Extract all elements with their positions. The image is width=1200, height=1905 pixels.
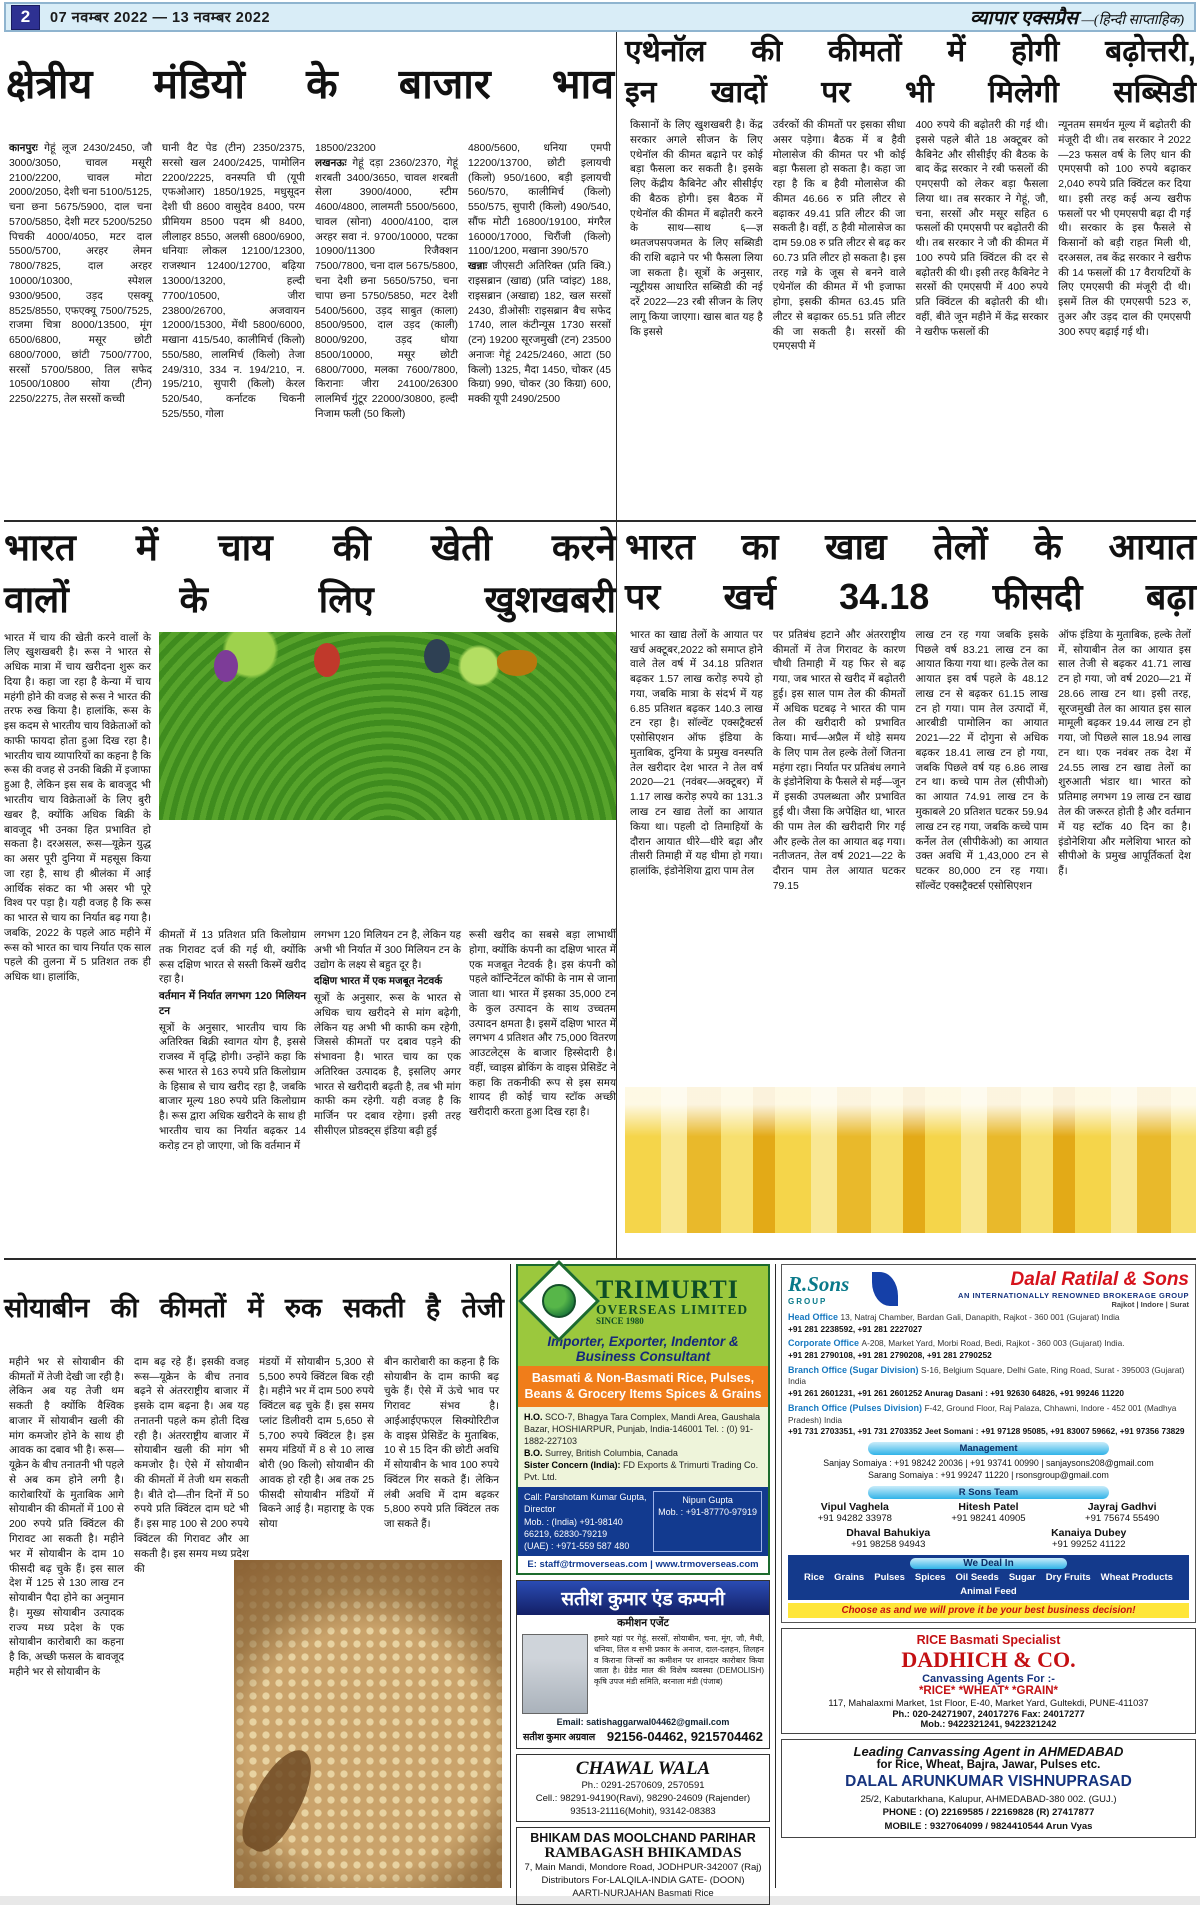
- sister-label: Sister Concern (India):: [524, 1460, 621, 1471]
- deal-item: Wheat Products: [1100, 1571, 1173, 1583]
- market-rates-article: [4, 32, 616, 520]
- dadhich-specialist: RICE Basmati Specialist: [916, 1632, 1061, 1647]
- market-rates-columns: [4, 142, 616, 520]
- tea-body: [4, 626, 616, 1258]
- trimurti-logo-icon: [518, 1260, 600, 1342]
- portrait-photo: [522, 1634, 588, 1714]
- page-header: [4, 2, 1196, 32]
- tea-column-3: [314, 929, 461, 1258]
- trimurti-name-line2: OVERSEAS LIMITED: [596, 1301, 749, 1317]
- rates-text-4b: जीएसटी अतिरिक्त (प्रति क्वि.) राइसब्रान (खाद्य) (प्रति प्वांइट) 188, राइसब्रान (अखाद्य) 182, खल सरसों 2430, डीओसीः राइसब्रान बैच सफेद 1740, लाल कंटीन्यूस 1730 सरसों (टन) 19200 सूरजमुखी (टन) 23500 अनाजः गेहूं 2425/2460, आटा (50 किलो) 1325, मैदा 1450, चोकर (45 किग्रा) 990, चोकर (30 किग्रा) 600, मक्की यूपी 2490/2500: [468, 261, 611, 406]
- rates-text-3pre: 18500/23200: [315, 143, 376, 155]
- tea-headline-line1: भारत में चाय की खेती करने: [4, 527, 616, 568]
- we-deal-in-items: [792, 1572, 1185, 1597]
- soybeans-bowl-photo: [234, 1560, 502, 1888]
- arun-line2: for Rice, Wheat, Bajra, Jawar, Pulses etc.: [876, 1759, 1101, 1772]
- sister-text: FD Exports & Trimurti Trading Co. Pvt. Ltd.: [524, 1460, 759, 1483]
- oils-body: [625, 629, 1196, 1081]
- trimurti-contact-band: [518, 1487, 768, 1556]
- team-member: Hitesh Patel +91 98241 40905: [951, 1500, 1026, 1524]
- team-grid: [788, 1501, 1189, 1553]
- tea-worker-figure: [214, 650, 238, 682]
- chawal-wala-name: CHAWAL WALA: [575, 1758, 711, 1780]
- ho-text: SCO-7, Bhagya Tara Complex, Mandi Area, Gaushala Bazar, HOSHIARPUR, Punjab, India-146001 Tel. : (0) 91-1882-227103: [524, 1411, 760, 1446]
- rsons-title: Dalal Ratilal & Sons: [1010, 1269, 1189, 1290]
- arunkumar-ad: [781, 1739, 1196, 1838]
- team-member: Kanaiya Dubey +91 99252 41122: [1051, 1526, 1127, 1550]
- wooden-spoon-figure: [232, 1741, 324, 1860]
- ethanol-column-3: 400 रुपये की बढ़ोतरी की गई थी। इससे पहले बीते 18 अक्टूबर को कैबिनेट और सीसीईए की बैठक के बाद केंद्र सरकार ने रबी फसलों की एमएसपी को लेकर बड़ा फैसला लिया था। तब सरकार ने गेहूं, जौ, चना, सरसों और मसूर सहित 6 फसलों की एमएसपी पर बढ़ोतरी की थी। तब सरकार ने जौ की कीमत में 100 रुपये प्रति क्विंटल की दर से बढ़ोतरी की थी। इसी तरह कैबिनेट ने सरसों की एमएसपी में 400 रुपये प्रति क्विंटल की बढ़ोतरी की थी। वहीं, बीते जून महीने में केंद्र सरकार ने खरीफ फसलों की: [915, 120, 1049, 338]
- city-label-lucknow: लखनऊः: [315, 157, 347, 169]
- rates-column-2: [157, 142, 310, 520]
- bhikam-address: 7, Main Mandi, Mondore Road, JODHPUR-342007 (Raj): [524, 1862, 762, 1874]
- ethanol-body: [625, 119, 1196, 520]
- tea-text-3b: सूत्रों के अनुसार, रूस के भारत से अधिक चाय खरीदने से मांग बढ़ेगी, लेकिन यह अभी भी काफी कम रहेगी, जिससे कीमतों पर दबाव पड़ने की संभावना है। भारत चाय का एक अतिरिक्त उत्पादक है, इसलिए अगर भारत से खरीदारी बढ़ती है, तब भी मांग काफी कम रहेगी. यही वजह है कि मार्जिन पर दबाव रहेगा। इसी तरह सीसीएल प्रोडक्ट्स इंडिया बढ़ी हुई: [314, 993, 461, 1137]
- dadhich-agents-for: Canvassing Agents For :-: [922, 1672, 1055, 1685]
- soybean-column-2: दाम बढ़ रहे हैं। इसकी वजह रूस—यूक्रेन के बीच तनाव बढ़ने से अंतरराष्ट्रीय बाजार में इसके दाम बढ़ना है। अब यह तनातनी पहले कम होती दिख रही है। अंतरराष्ट्रीय बाजार में सोयाबीन खली की मांग भी कमजोर है। ऐसे में सोयाबीन की कीमतों में तेजी थम सकती है। बीते दो—तीन दिनों में 50 रुपये प्रति क्विंटल दाम घटे भी हैं। इस माह 100 से 200 रुपये क्विंटल की गिरावट और आ सकती है। इस समय मध्य प्रदेश की: [134, 1356, 249, 1575]
- contact-nipun-mobile: Mob. : +91-87770-97919: [658, 1507, 757, 1518]
- rsons-subtitle: AN INTERNATIONALLY RENOWNED BROKERAGE GROUP: [958, 1291, 1189, 1300]
- corporate-office-phones: +91 281 2790108, +91 281 2790208, +91 281 2790252: [788, 1350, 992, 1361]
- corporate-office-address: A-208, Market Yard, Morbi Road, Bedi, Rajkot - 360 003 (Gujarat) India.: [861, 1338, 1125, 1349]
- we-deal-in-band: [788, 1555, 1189, 1600]
- satish-body: [517, 1631, 769, 1717]
- rsons-logo: [788, 1272, 898, 1306]
- dadhich-commodities: *RICE* *WHEAT* *GRAIN*: [918, 1684, 1059, 1697]
- tea-basket-figure: [497, 650, 537, 676]
- pulses-branch-address: F-42, Ground Floor, Raj Palaza, Chhawni, Indore - 452 001 (Madhya Pradesh) India: [788, 1402, 1177, 1425]
- bottom-band: [4, 1260, 1196, 1900]
- chawal-phone-1: Ph.: 0291-2570609, 2570591: [581, 1780, 705, 1792]
- contact-mobile-india: Mob. : (India) +91-98140 66219, 62830-79219: [524, 1516, 623, 1539]
- dadhich-address: 117, Mahalaxmi Market, 1st Floor, E-40, Market Yard, Gultekdi, PUNE-411037: [828, 1697, 1149, 1708]
- dadhich-mobile: Mob.: 9422321241, 9422321242: [920, 1719, 1057, 1730]
- rsons-tagline: Choose as and we will prove it be your best business decision!: [788, 1603, 1189, 1618]
- page-number: 2: [11, 5, 40, 30]
- ethanol-headline-line2: इन खादों पर भी मिलेगी सब्सिडी: [625, 75, 1196, 109]
- masthead-suffix: —(हिन्दी साप्ताहिक): [1077, 13, 1184, 28]
- deal-item: Grains: [834, 1571, 865, 1583]
- tea-subhead-network: दक्षिण भारत में एक मजबूत नेटवर्क: [314, 976, 443, 988]
- head-office-phones: +91 281 2238592, +91 281 2227027: [788, 1323, 923, 1334]
- rsons-head-office: [788, 1312, 1189, 1335]
- head-office-label: Head Office: [788, 1312, 839, 1322]
- tea-subhead-exports: वर्तमान में निर्यात लगभग 120 मिलियन टन: [159, 991, 306, 1017]
- market-rates-headline: क्षेत्रीय मंडियों के बाजार भाव: [6, 61, 614, 108]
- management-line1: Sanjay Somaiya : +91 98242 20036 | +91 93741 00990 | sanjaysons208@gmail.com: [823, 1457, 1154, 1468]
- ethanol-column-4: न्यूनतम समर्थन मूल्य में बढ़ोतरी की मंजूरी दी थी। तब सरकार ने 2022—23 फसल वर्ष के लिए धान की एमएसपी को 100 रुपये बढ़ाकर 2,040 रुपये प्रति क्विंटल कर दिया था। इसी तरह कई अन्य खरीफ फसलों पर भी एमएसपी बढ़ा दी गई थी। सरकार के इस फैसले से किसानों को बड़ी राहत मिली थी, दरअसल, तब केंद्र सरकार ने खरीफ की 14 फसलों की 17 वैरायटियों के लिए एमएसपी की मंजूरी दी थी। इसमें तिल की एमएसपी 523 रु, तुअर और उड़द दाल की एमएसपी 300 रुपए बढ़ाई गई थी।: [1058, 120, 1191, 338]
- contact-mobile-uae: (UAE) : +971-559 587 480: [524, 1540, 630, 1551]
- contact-nipun-name: Nipun Gupta: [682, 1495, 733, 1506]
- edible-oils-article: [616, 522, 1196, 1258]
- arun-phone: PHONE : (O) 22169585 / 22169828 (R) 27417877: [882, 1807, 1095, 1819]
- rates-column-1: [4, 142, 157, 520]
- tea-column-4: रूसी खरीद का सबसे बड़ा लाभार्थी होगा, क्योंकि कंपनी का दक्षिण भारत में एक मजबूत नेटवर्क है। इस कंपनी को पहले कॉन्टिनेंटल कॉफी के नाम से जाना जाता था। भारत में इसका 35,000 टन के कुल उत्पादन के साथ उच्चतम उत्पादन क्षमता है। इसमें दक्षिण भारत में लगभग 4 प्रतिशत और 75,000 वितरण आउटलेट्स के बाजार हिस्सेदारी है। वहीं, च्वाइस ब्रोकिंग के वाइस प्रेसिडेंट ने कहा कि तकनीकी रूप से इस समय शायद ही कोई चाय स्टॉक अच्छी खरीदारी करता हुआ दिख रहा है।: [469, 930, 616, 1119]
- ho-label: H.O.: [524, 1411, 543, 1422]
- deal-item: Spices: [914, 1571, 946, 1583]
- we-deal-in-title: We Deal In: [910, 1558, 1067, 1569]
- sugar-branch-address: S-16, Belgium Square, Delhi Gate, Ring Road, Surat - 395003 (Gujarat) India: [788, 1364, 1185, 1387]
- globe-icon: [542, 1284, 576, 1318]
- tea-plantation-photo: [159, 632, 616, 820]
- tea-column-2: [159, 929, 306, 1258]
- rates-text-2: घानी वैट पेड (टीन) 2350/2375, सरसो खल 2400/2425, पामोलिन 2200/2225, वनस्पति घी (यूपी एफओआर) 1850/1925, मधुसूदन देशी घी 8600 वासुदेव 8400, परम प्रीमियम 8500 पदम श्री 8400, लीलाहर 8550, अलसी 6800/6900, धनियाः लोकल 12100/12300, राजस्थान 12400/12700, बढ़िया 13000/13200, हल्दी 7700/10500, जीरा 23800/26700, अजवायन 12000/15300, मेंथी 5800/6000, मखाना 415/540, कालीमिर्च (किलो) 550/580, लालमिर्च (किलो) तेजा 249/310, 334 न. 194/210, न. 195/210, सुपारी (किलो) केरल 520/540, कर्नाटक चिकनी 525/550, गोला: [162, 143, 305, 420]
- arun-mobile: MOBILE : 9327064099 / 9824410544 Arun Vyas: [884, 1820, 1093, 1832]
- masthead: [970, 4, 1194, 30]
- trimurti-tagline: Importer, Exporter, Indentor & Business Consultant: [547, 1334, 739, 1364]
- bhikam-line1: BHIKAM DAS MOOLCHAND PARIHAR: [530, 1831, 756, 1846]
- rsons-title-block: [906, 1269, 1189, 1309]
- management-band: Management: [868, 1442, 1109, 1455]
- middle-ads-column: [510, 1264, 776, 1900]
- chawal-phone-3: 93513-21116(Mohit), 93142-08383: [570, 1805, 716, 1817]
- rsons-pulses-branch: [788, 1403, 1189, 1438]
- deal-item: Rice: [804, 1571, 825, 1583]
- team-member: Vipul Vaghela +91 94282 33978: [817, 1500, 892, 1524]
- team-member: Jayraj Gadhvi +91 75674 55490: [1085, 1500, 1160, 1524]
- rsons-sugar-branch: [788, 1365, 1189, 1400]
- ethanol-headline-line1: एथेनॉल की कीमतों में होगी बढ़ोत्तरी,: [625, 35, 1196, 68]
- top-band: [4, 32, 1196, 522]
- city-label-kanpur: कानपुरः: [9, 143, 38, 155]
- rates-column-4: [463, 142, 616, 520]
- soybean-column-3: मंडयों में सोयाबीन 5,300 से 5,500 रुपये क्विंटल बिक रही है। महीने भर में दाम 500 रुपये क्विंटल बढ़ चुके हैं। इस समय प्लांट डिलीवरी दाम 5,650 से 5,700 रुपये क्विंटल है। इस समय मंडियों में 8 से 10 लाख बोरी (90 किलो) सोयाबीन की आवक हो रही है। अब तक 25 फीसदी सोयाबीन मंडियों में बिकने आई है। महाराष्ट्र के एक सोया: [259, 1356, 374, 1531]
- rsons-cities: Rajkot | Indore | Surat: [1111, 1300, 1189, 1309]
- chawal-phone-2: Cell.: 98291-94190(Ravi), 98290-24609 (Rajender): [535, 1792, 751, 1804]
- middle-band: [4, 522, 1196, 1260]
- deal-item: Dry Fruits: [1045, 1571, 1091, 1583]
- soybean-column-1: महीने भर से सोयाबीन की कीमतों में तेजी देखी जा रही है। लेकिन अब यह तेजी थम सकती है क्योंकि वैश्विक बाजार में सोयाबीन खली की मांग कमजोर होने के साथ ही आवक का दबाव भी है। रूस—यूक्रेन के बीच तनातनी भी पहले से अब कम होने लगी है। कारोबारियों के मुताबिक आगे सोयाबीन की कीमतों में 100 से 200 रुपये प्रति क्विंटल की गिरावट आ सकती है। महीने भर में सोयाबीन के दाम 10 फीसदी बढ़ चुके हैं। इस साल देश में 125 से 130 लाख टन सोयाबीन पैदा होने का अनुमान है। मुख्य सोयाबीन उत्पादक राज्य मध्य प्रदेश के एक सोयाबीन कारोबारी का कहना है कि, अच्छी फसल के बावजूद महीने भर से सोयाबीन के: [9, 1356, 124, 1678]
- rsons-corporate-office: [788, 1338, 1189, 1361]
- head-office-address: 13, Natraj Chamber, Bardan Gali, Danapith, Rajkot - 360 001 (Gujarat) India: [840, 1312, 1120, 1322]
- ethanol-column-1: किसानों के लिए खुशखबरी है। केंद्र सरकार अगले सीजन के लिए एथेनॉल की कीमत बढ़ाने पर कोई बड़ा फैसला कर सकती है। इसके लिए केंद्रीय कैबिनेट और सीसीईए की बैठक होगी। इस बैठक में एथेनॉल की कीमत में बढ़ोतरी करने के साथ—साथ ६—ज्ञ थ्मतजपसपजमत के लिए सब्सिडी की राशि बढ़ाने पर भी फैसला लिया जा सकता है। सूत्रों के अनुसार, न्यूट्रीयस आधारित सब्सिडी की नई दरें 2022—23 रबी सीजन के लिए लागू किया जाएगा। खास बात यह है कि इससे: [630, 120, 763, 338]
- arun-line1: Leading Canvassing Agent in AHMEDABAD: [853, 1744, 1124, 1760]
- rates-column-3: [310, 142, 463, 520]
- oils-headline: [625, 522, 1196, 623]
- sugar-branch-phones: +91 261 2601231, +91 261 2601252 Anurag Dasani : +91 92630 64826, +91 99246 11220: [788, 1388, 1124, 1399]
- team-band: R Sons Team: [868, 1486, 1109, 1499]
- contact-director: Call: Parshotam Kumar Gupta, Director: [524, 1492, 647, 1515]
- corporate-office-label: Corporate Office: [788, 1338, 860, 1349]
- rates-text-3: गेहूं दड़ा 2360/2370, गेहूं शरबती 3400/3650, चावल शरबती सेला 3900/4000, स्टीम 4600/4800, लालमती 5500/5600, चावल (सोना) 4000/4100, दाल अरहर सवा नं. 9700/10000, पटका 10900/11300 रिजैक्शन 7500/7800, चना दाल 5675/5800, चना देशी छना 5650/5750, चना चापा छना 5750/5850, मटर देशी 5400/5600, उड़द साबुत (काला) 8500/9500, दाल उड़द (काली) 8000/9200, उड़द धोया 8500/10000, मसूर छोटी 6800/7000, मलका 7600/7800, किरानाः जीरा 24100/26300 लालमिर्च गुंटूर 22000/30800, हल्दी निजाम फली (50 किलो): [315, 157, 458, 420]
- satish-description: हमारे यहां पर गेहूं, सरसों, सोयाबीन, चना, मूंग, जौ, मैथी, धनिया, तिल व सभी प्रकार के अनाज, दाल-दलहन, तिलहन व किराना जिन्सों का कमीशन पर शानदार कारोबार किया जाता है। ग्रेडेड माल की विशेष व्यवस्था (DEMOLISH) कृषि उपज मंडी समिति, बरनाला मंडी (पंजाब): [594, 1634, 764, 1687]
- arun-address: 25/2, Kabutarkhana, Kalupur, AHMEDABAD-380 002. (GUJ.): [860, 1794, 1117, 1806]
- satish-email: Email: satishaggarwal04462@gmail.com: [556, 1717, 730, 1728]
- trimurti-since: SINCE 1980: [596, 1316, 644, 1327]
- management-line2: Sarang Somaiya : +91 99247 11220 | rsonsgroup@gmail.com: [868, 1470, 1109, 1481]
- trimurti-name-line1: TRIMURTI: [596, 1274, 739, 1304]
- masthead-title: व्यापार एक्सप्रैस: [970, 8, 1078, 29]
- ethanol-headline: [625, 32, 1196, 113]
- tea-text-2b: सूत्रों के अनुसार, भारतीय चाय कि अतिरिक्त बिक्री स्वागत योग है, इससे राजस्व में वृद्धि होगी। उन्होंने कहा कि रूस भारत से 163 रुपये प्रति किलोग्राम के हिसाब से चाय खरीद रहा है, जबकि बाजार मूल्य 180 रुपये प्रति किलोग्राम है। रूस द्वारा अधिक खरीदने के साथ ही भारतीय चाय का निर्यात बढ़कर 14 करोड़ टन हो जाएगा, जो कि वर्तमान में: [159, 1022, 306, 1152]
- satish-subtitle: कमीशन एजेंट: [617, 1617, 669, 1630]
- rates-text-1: गेहूं लूज 2430/2450, जौ 3000/3050, चावल मसूरी 2100/2200, चावल मोटा 2000/2050, देशी चना 5100/5125, चना छना 5675/5900, दाल चना 5700/5850, देशी मटर 5200/5250 पिचकी 4000/4050, मटर दाल 5500/5700, अरहर लेमन 7800/7825, दाल अरहर 10000/10300, स्पेशल 9300/9500, उड़द एसक्यू 8525/8550, एफएक्यू 7500/7525, राजमा चित्रा 8000/13500, मूंग 6500/6800, मसूर छोटी 6800/7000, छांटी 7500/7700, सरसों 5700/5800, तिल सफेद 10500/10800 सोया (टीन) 2250/2275, तेल सरसों कच्ची: [9, 143, 153, 406]
- trimurti-contact-right: [653, 1491, 762, 1552]
- deal-item: Oil Seeds: [955, 1571, 999, 1583]
- oils-column-3: लाख टन रह गया जबकि इसके पिछले वर्ष 83.21 लाख टन का आयात किया गया था। हल्के तेल का आयात इस वर्ष पहले के 48.12 लाख टन से बढ़कर 61.15 लाख टन हो गया। पाम तेल उत्पादों में, आरबीडी पामोलिन का आयात 2021—22 में दोगुना से अधिक बढ़कर 18.41 लाख टन हो गया, जबकि पिछले वर्ष यह 6.86 लाख टन था। कच्चे पाम तेल (सीपीओ) का आयात 74.91 लाख टन के मुकाबले 20 प्रतिशत घटकर 59.94 लाख टन रह गया, जबकि कच्चे पाम कर्नेल तेल (सीपीकेओ) का आयात उक्त अवधि में 1,43,000 टन से घटकर 80,000 टन रह गया। सॉल्वेंट एक्सट्रैक्टर्स एसोसिएशन: [915, 629, 1049, 892]
- tea-worker-figure: [314, 643, 340, 677]
- pulses-branch-label: Branch Office (Pulses Division): [788, 1402, 923, 1413]
- trimurti-name: [596, 1276, 748, 1327]
- bo-label: B.O.: [524, 1447, 543, 1458]
- rsons-header: [788, 1269, 1189, 1309]
- rsons-logo-text: R.Sons: [788, 1272, 850, 1296]
- oils-column-4: ऑफ इंडिया के मुताबिक, हल्के तेलों में, सोयाबीन तेल का आयात इस साल तेजी से बढ़कर 41.71 लाख टन हो गया, जो वर्ष 2020—21 में 28.66 लाख टन था। इसी तरह, सूरजमुखी तेल का आयात इस साल मामूली बढ़कर 19.44 लाख टन हो गया, जो पिछले साल 18.94 लाख टन था। एक नवंबर तक देश में 24.55 लाख टन खाद्य तेलों का शुरुआती भंडार था। भारत को प्रतिमाह लगभग 19 लाख टन खाद्य तेल की जरूरत होती है और वर्तमान में यह स्टॉक 40 दिन का है। इंडोनेशिया और मलेशिया भारत को सीपीओ के प्रमुख आपूर्तिकर्ता देश हैं।: [1058, 629, 1191, 878]
- soybean-article: [4, 1264, 504, 1888]
- deal-item: Pulses: [874, 1571, 905, 1583]
- sugar-branch-label: Branch Office (Sugar Division): [788, 1364, 919, 1375]
- oil-bottles-photo: [625, 1087, 1196, 1233]
- rates-text-4a: 4800/5600, धनिया एमपी 12200/13700, छोटी इलायची (किलो) 950/1600, बड़ी इलायची 560/570, कालीमिर्च (किलो) 550/575, सुपारी (किलो) 490/540, सौंफ मोटी 16800/19100, मंगरैल 16000/17000, चिरौंजी (किलो) 1100/1200, मखाना 390/570: [468, 143, 611, 258]
- pulses-branch-phones: +91 731 2703351, +91 731 2703352 Jeet Somani : +91 97128 95085, +91 83007 59662, +91 97356 73829: [788, 1426, 1185, 1437]
- chawal-wala-ad: [516, 1754, 770, 1822]
- tea-text-3a: लगभग 120 मिलियन टन है, लेकिन यह अभी भी निर्यात में 300 मिलियन टन के उद्योग के लक्ष्य से बहुत दूर है।: [314, 930, 461, 971]
- ethanol-column-2: उर्वरकों की कीमतों पर इसका सीधा असर पड़ेगा। बैठक में ब हैवी मोलासेज की कीमत पर भी कोई बड़ा फैसला हो सकता है। कहा जा रहा है कि ब हैवी मोलासेज की कीमत 46.66 रु प्रति लीटर से बढ़ाकर 49.41 प्रति लीटर की जा सकती है। वहीं, ठ हैवी मोलासेज का दाम 59.08 रु प्रति लीटर से बढ़ कर 60.73 प्रति लीटर हो सकता है। इस तरह गन्ने के जूस से बनने वाले एथेनॉल की कीमत में भी इजाफा होगा, इसकी कीमत 63.45 प्रति लीटर से बढ़ाकर 65.51 प्रति लीटर की जा सकती है। सरसों की एमएसपी में: [772, 120, 906, 353]
- tea-text-2a: कीमतों में 13 प्रतिशत प्रति किलोग्राम तक गिरावट दर्ज की गई थी, क्योंकि रूस दक्षिण भारत से सस्ती किस्में खरीद रहा है।: [159, 930, 306, 986]
- team-member: Dhaval Bahukiya +91 98258 94943: [846, 1526, 931, 1550]
- deal-item: Animal Feed: [960, 1585, 1017, 1597]
- satish-caption: सतीश कुमार अग्रवाल: [523, 1732, 596, 1744]
- trimurti-header: [518, 1266, 768, 1332]
- bo-text: Surrey, British Columbia, Canada: [545, 1447, 678, 1458]
- tea-column-1: भारत में चाय की खेती करने वालों के लिए खुशखबरी है। रूस ने भारत से अधिक मात्रा में चाय खरीदना शुरू कर दिया है। कहा जा रहा है केन्या में चाय महंगी होने की वजह से रूस ने भारत की तरफ रुख किया है। हालांकि, रूस के इस कदम से भारतीय चाय विक्रेताओं को काफी फायदा होता हुआ दिख रहा है। भारतीय चाय व्यापारियों का कहना है कि रूस की वजह से उनकी बिक्री में इजाफा हुआ है, लेकिन इस सब के बावजूद भी भारतीय चाय विक्रेताओं के लिए बुरी खबर है, क्योंकि अधिक बिक्री के बावजूद भी उनका हित प्रभावित हो सकता है। दरअसल, रूस—यूक्रेन युद्ध का असर पूरी दुनिया में महसूस किया जा रहा है, साथ ही श्रीलंका में आई आर्थिक संकट का भी असर भी पूरे विश्व पर पड़ा है। यही वजह है कि रूस का भारत से चाय का निर्यात बढ़ गया है। जबकि, 2022 के पहले आठ महीने में रूस को भारत का चाय निर्यात एक साल पहले की तुलना में 5 प्रतिशत तक ही अधिक था। हालांकि,: [4, 632, 151, 984]
- arun-name: DALAL ARUNKUMAR VISHNUPRASAD: [845, 1773, 1132, 1791]
- oils-headline-line2: पर खर्च 34.18 फीसदी बढ़ा: [625, 576, 1196, 618]
- satish-phones: 92156-04462, 9215704462: [606, 1729, 763, 1745]
- satish-kumar-ad: [516, 1580, 770, 1749]
- bhikam-distributor: Distributors For-LALQILA-INDIA GATE- (DOON): [541, 1875, 745, 1887]
- trimurti-contact-left: [524, 1491, 647, 1552]
- soybean-column-4: बीन कारोबारी का कहना है कि सोयाबीन के दाम काफी बढ़ चुके हैं। ऐसे में ऊंचे भाव पर गिरावट संभव है। आईआईएफएल सिक्योरिटीज के वाइस प्रेसिडेंट के मुताबिक, 10 से 15 दिन की छोटी अवधि में सोयाबीन के भाव 100 रुपये क्विंटल गिर सकते हैं। लेकिन लंबी अवधि में दाम बढ़कर 5,800 रुपये प्रति क्विंटल तक जा सकते हैं।: [384, 1356, 499, 1531]
- trimurti-address: [518, 1407, 768, 1488]
- rsons-logo-sub: GROUP: [788, 1297, 828, 1306]
- issue-date-range: 07 नवम्बर 2022 — 13 नवम्बर 2022: [50, 10, 271, 26]
- satish-footer: [517, 1727, 769, 1748]
- trimurti-email-web: E: staff@trmoverseas.com | www.trmoverseas.com: [518, 1556, 768, 1573]
- deal-item: Sugar: [1008, 1571, 1036, 1583]
- tea-headline-line2: वालों के लिए खुशखबरी: [4, 578, 616, 620]
- trimurti-products-band: Basmati & Non-Basmati Rice, Pulses, Beans & Grocery Items Spices & Grains: [518, 1366, 768, 1407]
- tea-article: [4, 522, 616, 1258]
- dadhich-phone: Ph.: 020-24271907, 24017276 Fax: 24017277: [892, 1709, 1085, 1720]
- dadhich-ad: [781, 1628, 1196, 1735]
- tea-headline: [4, 522, 616, 626]
- bhikam-das-ad: [516, 1827, 770, 1904]
- trimurti-ad: [516, 1264, 770, 1575]
- dalal-ratilal-ad: [781, 1264, 1196, 1623]
- soybean-headline: सोयाबीन की कीमतों में रुक सकती है तेजी: [4, 1293, 504, 1324]
- bhikam-brands: AARTI-NURJAHAN Basmati Rice: [572, 1888, 714, 1900]
- satish-title: सतीश कुमार एंड कम्पनी: [517, 1581, 769, 1615]
- bhikam-line2: RAMBAGASH BHIKAMDAS: [544, 1845, 742, 1862]
- ethanol-article: [616, 32, 1196, 520]
- dadhich-name: DADHICH & CO.: [901, 1646, 1076, 1672]
- tea-worker-figure: [424, 639, 450, 673]
- oils-headline-line1: भारत का खाद्य तेलों के आयात: [625, 526, 1196, 567]
- oils-column-2: पर प्रतिबंध हटाने और अंतरराष्ट्रीय कीमतों में तेज गिरावट के कारण चौथी तिमाही में यह फिर से बढ़ गया, जब भारत से खरीद में बढ़ोतरी हुई। इस साल पाम तेल की कीमतों में अधिक घटबढ़ ने भारत की पाम तेल की खरीदारी को प्रभावित किया। मार्च—अप्रैल में थोड़े समय के लिए पाम तेल हल्के तेलों जितना महंगा रहा। निर्यात पर प्रतिबंध लगाने के इंडोनेशिया के फैसले से मई—जून में इसकी उपलब्धता और प्रभावित हुई थी। जैसा कि अपेक्षित था, भारत की पाम तेल की खरीदारी गिर गई और हल्के तेल का आयात बढ़ गया। नतीजतन, तेल वर्ष 2021—22 के दौरान पाम तेल आयात घटकर 79.15: [772, 629, 906, 892]
- oils-column-1: भारत का खाद्य तेलों के आयात पर खर्च अक्टूबर,2022 को समाप्त होने वाले तेल वर्ष में 34.18 प्रतिशत बढ़कर 1.57 लाख करोड़ रुपये हो गया, जबकि मात्रा के संदर्भ में यह 6.85 प्रतिशत बढ़कर 140.3 लाख टन रहा है। सॉल्वेंट एक्सट्रैक्टर्स एसोसिएशन ऑफ इंडिया के मुताबिक, दुनिया के प्रमुख वनस्पति तेल खरीदार देश भारत ने तेल वर्ष 2020—21 (नवंबर—अक्टूबर) में 1.17 लाख करोड़ रुपये का 131.3 लाख टन खाद्य तेलों का आयात किया था। पहली दो तिमाहियों के दौरान आयात धीरे—धीरे बढ़ा और तीसरी तिमाही में यह धीमा हो गया। हालांकि, इंडोनेशिया द्वारा पाम तेल: [630, 629, 763, 878]
- right-ads-column: [781, 1264, 1196, 1888]
- city-label-khanna: खन्नाः: [468, 261, 488, 273]
